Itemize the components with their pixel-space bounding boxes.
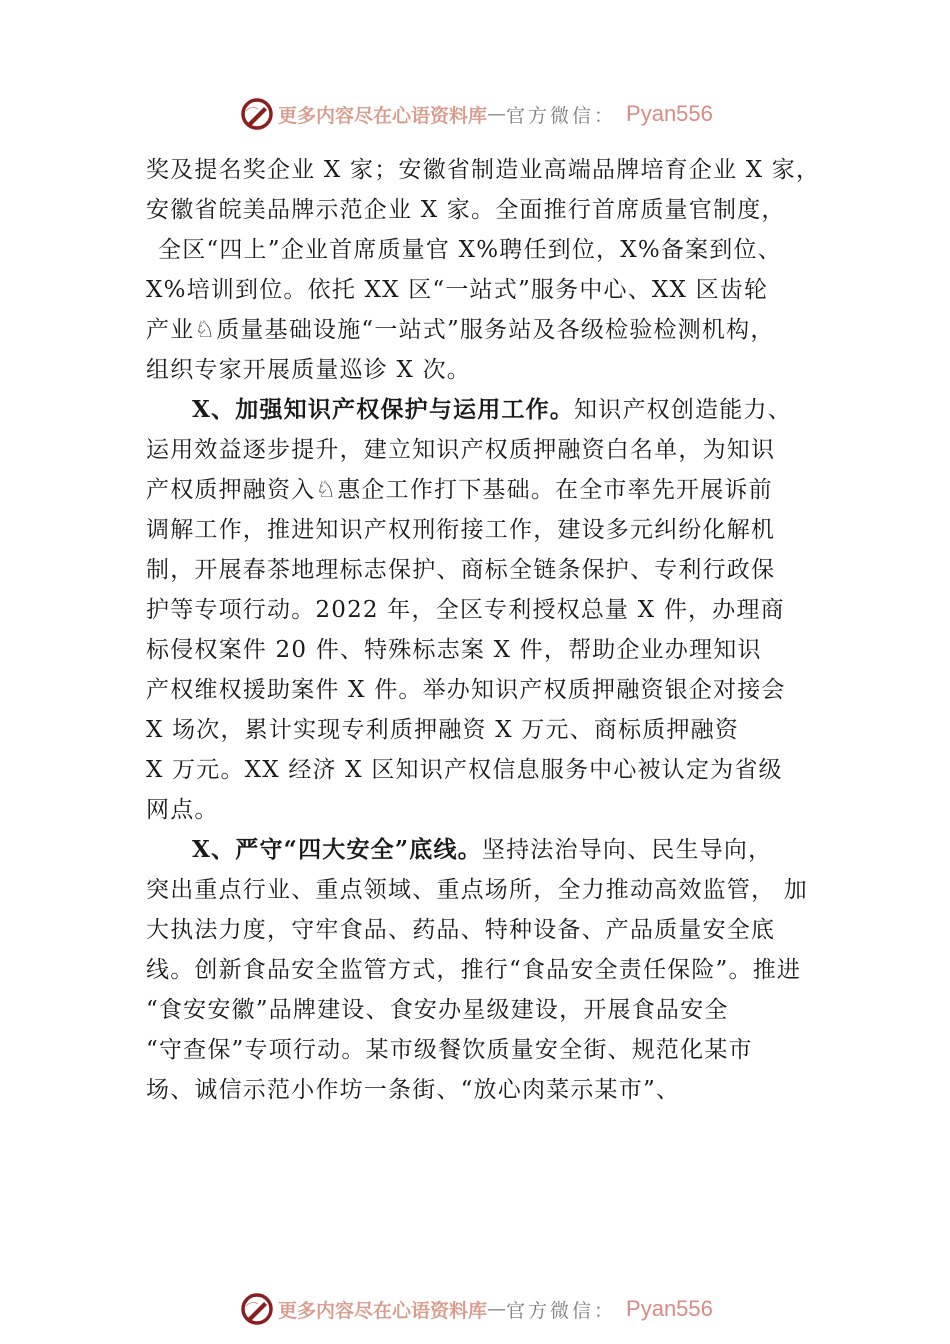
section-text: 知识产权创造能力、 <box>574 397 792 423</box>
text-line: 标侵权案件 20 件、特殊标志案 X 件，帮助企业办理知识 <box>146 637 762 663</box>
section-heading: X、加强知识产权保护与运用工作。 <box>192 396 575 423</box>
header-watermark <box>240 96 713 132</box>
text-line: 奖及提名奖企业 X 家；安徽省制造业高端品牌培育企业 X 家， <box>146 157 821 183</box>
text-line: 制，开展春茶地理标志保护、商标全链条保护、专利行政保 <box>146 557 776 583</box>
section-heading-line <box>146 830 826 870</box>
text-line: 护等专项行动。2022 年，全区专利授权总量 X 件，办理商 <box>146 597 785 623</box>
section-heading-line <box>146 390 826 430</box>
text-line: X 万元。XX 经济 X 区知识产权信息服务中心被认定为省级 <box>146 757 783 783</box>
text-line: X 场次，累计实现专利质押融资 X 万元、商标质押融资 <box>146 717 740 743</box>
pen-nib-logo-icon <box>240 1292 274 1326</box>
text-line: 线。创新食品安全监管方式，推行“食品安全责任保险”。推进 <box>146 957 802 983</box>
text-line: “守查保”专项行动。某市级餐饮质量安全街、规范化某市 <box>146 1037 753 1063</box>
text-line: 大执法力度，守牢食品、药品、特种设备、产品质量安全底 <box>146 917 776 943</box>
footer-watermark <box>240 1291 713 1327</box>
text-line: 突出重点行业、重点领域、重点场所，全力推动高效监管， 加 <box>146 877 808 903</box>
watermark-wechat-id: Pyan556 <box>626 1296 713 1321</box>
watermark-label: 官方微信： <box>506 1299 617 1322</box>
text-line: 安徽省皖美品牌示范企业 X 家。全面推行首席质量官制度， <box>146 197 786 223</box>
watermark-wechat-id: Pyan556 <box>626 101 713 126</box>
watermark-brand: 更多内容尽在心语资料库 <box>278 104 488 127</box>
text-line: X%培训到位。依托 XX 区“一站式”服务中心、XX 区齿轮 <box>146 277 769 303</box>
pen-nib-logo-icon <box>240 97 274 131</box>
text-line: 运用效益逐步提升，建立知识产权质押融资白名单，为知识 <box>146 437 776 463</box>
watermark-dash: — <box>487 1298 507 1320</box>
text-line: 全区“四上”企业首席质量官 X%聘任到位，X%备案到位、 <box>158 237 782 263</box>
text-line: 场、诚信示范小作坊一条街、“放心肉菜示某市”、 <box>146 1077 681 1103</box>
text-line: 网点。 <box>146 797 219 823</box>
section-heading: X、严守“四大安全”底线。 <box>192 836 482 863</box>
text-line: 产权维权援助案件 X 件。举办知识产权质押融资银企对接会 <box>146 677 786 703</box>
text-line: 调解工作，推进知识产权刑衔接工作，建设多元纠纷化解机 <box>146 517 776 543</box>
watermark-brand: 更多内容尽在心语资料库 <box>278 1299 488 1322</box>
text-line: 产权质押融资入♘惠企工作打下基础。在全市率先开展诉前 <box>146 477 773 503</box>
text-line: “食安安徽”品牌建设、食安办星级建设，开展食品安全 <box>146 997 729 1023</box>
section-text: 坚持法治导向、民生导向， <box>481 837 773 863</box>
watermark-label: 官方微信： <box>506 104 617 127</box>
text-line: 产业♘质量基础设施“一站式”服务站及各级检验检测机构， <box>146 317 775 343</box>
document-body <box>146 150 826 1110</box>
text-line: 组织专家开展质量巡诊 X 次。 <box>146 357 471 383</box>
watermark-dash: — <box>487 103 507 125</box>
